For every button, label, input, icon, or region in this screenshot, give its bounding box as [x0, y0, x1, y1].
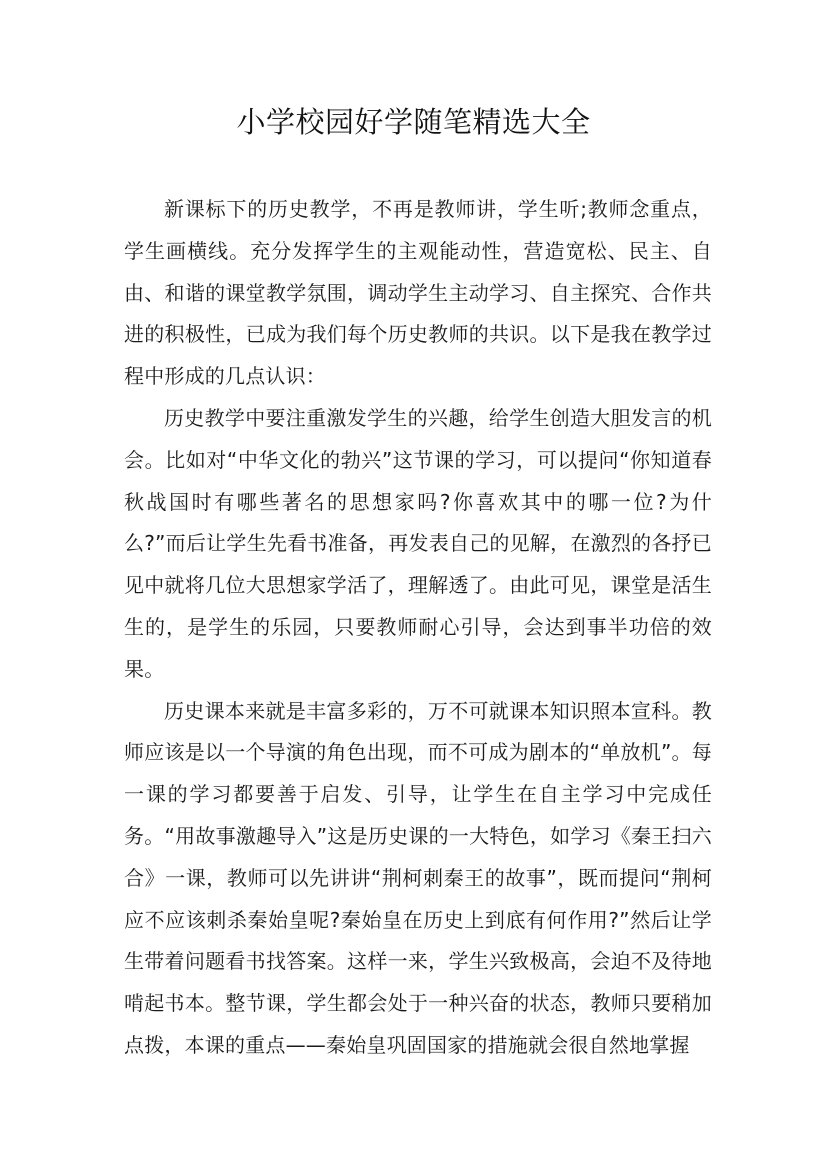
- paragraph-3: 历史课本来就是丰富多彩的，万不可就课本知识照本宣科。教师应该是以一个导演的角色出现，而不可成为剧本的“单放机”。每一课的学习都要善于启发、引导，让学生在自主学习中完成任务。“用故事激趣导入”这是历史课的一大特色，如学习《秦王扫六合》一课，教师可以先讲讲“荆柯刺秦王的故事”，既而提问“荆柯应不应该刺杀秦始皇呢?秦始皇在历史上到底有何作用?”然后让学生带着问题看书找答案。这样一来，学生兴致极高，会迫不及待地啃起书本。整节课，学生都会处于一种兴奋的状态，教师只要稍加点拨，本课的重点——秦始皇巩固国家的措施就会很自然地掌握: [124, 698, 712, 1057]
- document-title: 小学校园好学随笔精选大全: [236, 105, 591, 139]
- document-body: [124, 189, 712, 1067]
- paragraph-2: 历史教学中要注重激发学生的兴趣，给学生创造大胆发言的机会。比如对“中华文化的勃兴”这节课的学习，可以提问“你知道春秋战国时有哪些著名的思想家吗?你喜欢其中的哪一位?为什么?”而后让学生先看书准备，再发表自己的见解，在激烈的各抒已见中就将几位大思想家学活了，理解透了。由此可见，课堂是活生生的，是学生的乐园，只要教师耐心引导，会达到事半功倍的效果。: [124, 405, 712, 681]
- paragraph-1: 新课标下的历史教学，不再是教师讲，学生听;教师念重点，学生画横线。充分发挥学生的主观能动性，营造宽松、民主、自由、和谐的课堂教学氛围，调动学生主动学习、自主探究、合作共进的积极性，已成为我们每个历史教师的共识。以下是我在教学过程中形成的几点认识：: [124, 197, 712, 389]
